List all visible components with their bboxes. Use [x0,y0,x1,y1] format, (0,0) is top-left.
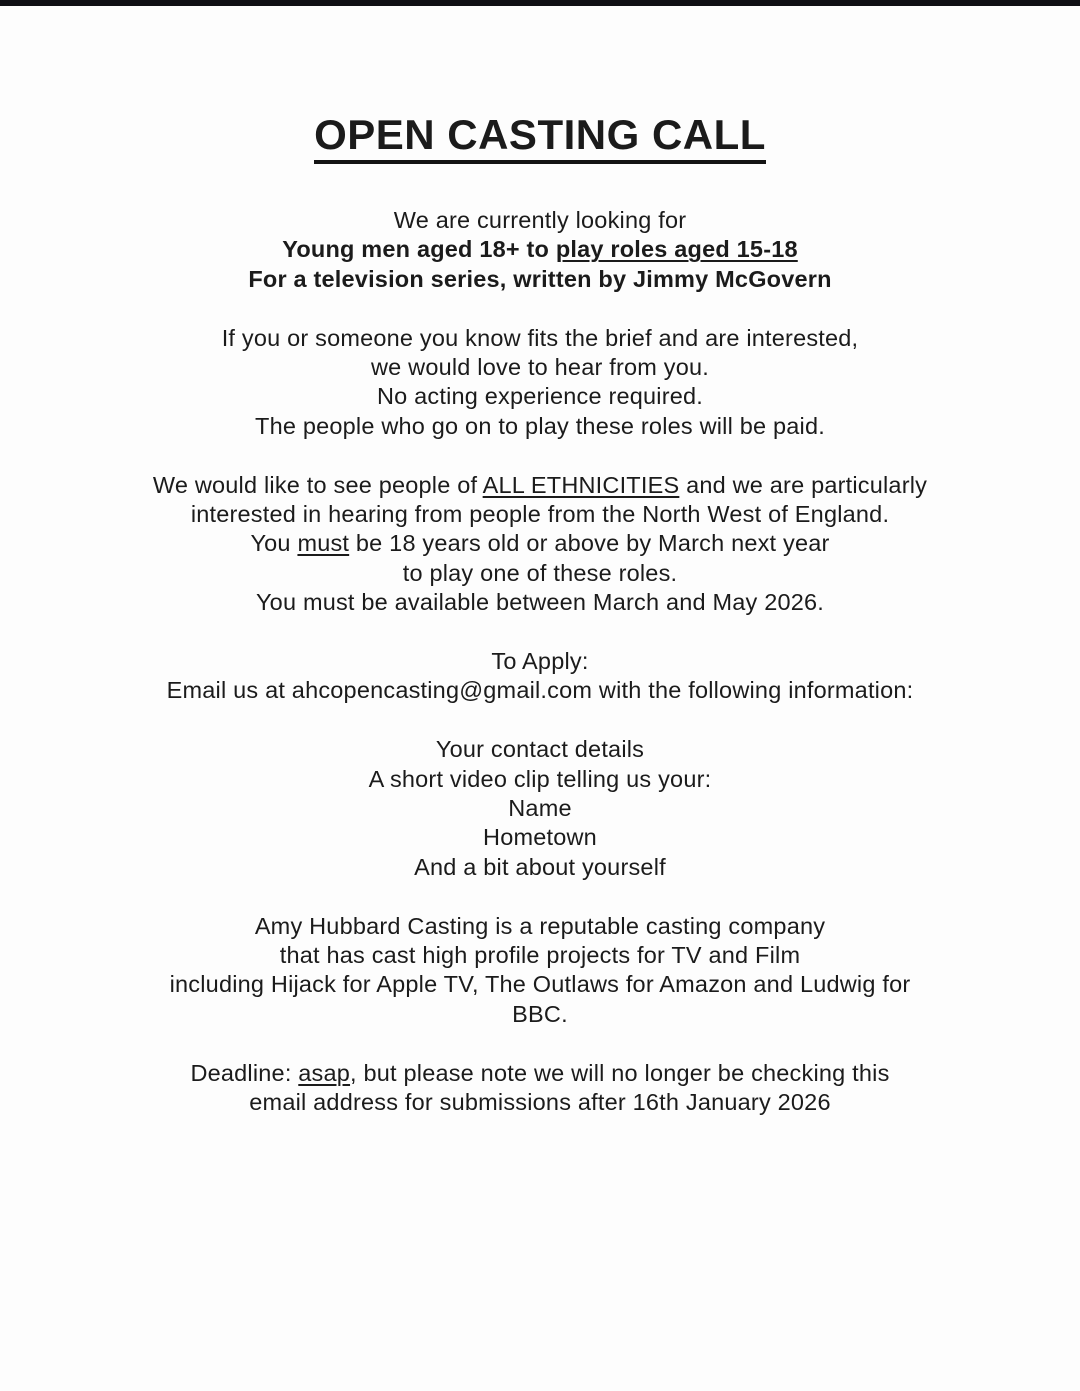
intro-line-1: We are currently looking for [393,207,687,233]
requirement-video-clip: A short video clip telling us your: [368,765,712,792]
requirement-name: Name [508,795,572,822]
eligibility-ethnicities-underlined: ALL ETHNICITIES [482,471,680,498]
about-line-4: BBC. [512,1000,568,1027]
requirement-about-yourself: And a bit about yourself [414,853,666,880]
eligibility-must-underlined: must [297,530,350,557]
eligibility-line-5: You must be available between March and May 2026. [255,589,825,616]
intro-paragraph [0,206,1080,294]
eligibility-line-1-prefix: We would like to see people of [152,471,483,498]
apply-line-suffix: with the following information: [592,677,914,704]
requirements-list [0,735,1080,882]
flyer-content [0,112,1080,1118]
about-line-1: Amy Hubbard Casting is a reputable casting company [254,912,826,939]
interest-line-3: No acting experience required. [376,383,704,410]
intro-line-2-underlined: play roles aged 15-18 [555,236,798,263]
email-address: ahcopencasting@gmail.com [291,677,593,704]
eligibility-line-1-suffix: and we are particularly [679,471,928,498]
eligibility-line-3-suffix: be 18 years old or above by March next year [349,530,830,557]
top-letterbox-bar [0,0,1080,6]
deadline-asap-underlined: asap [298,1059,351,1086]
page-title [0,112,1080,158]
apply-paragraph [0,647,1080,706]
deadline-line-1 [0,1059,1080,1088]
eligibility-line-1 [0,471,1080,500]
deadline-line-1-suffix: , but please note we will no longer be checking this [350,1059,890,1086]
about-company-paragraph [0,912,1080,1030]
interest-paragraph [0,324,1080,442]
about-line-2: that has cast high profile projects for TV and Film [279,942,801,969]
apply-heading: To Apply: [491,648,589,675]
apply-line-prefix: Email us at [166,677,292,704]
intro-line-2 [0,235,1080,264]
interest-line-1: If you or someone you know fits the brief and are interested, [221,324,859,351]
requirement-hometown: Hometown [483,824,597,851]
eligibility-line-3-prefix: You [250,530,298,557]
eligibility-paragraph [0,471,1080,618]
about-line-3: including Hijack for Apple TV, The Outlaws for Amazon and Ludwig for [169,971,911,998]
interest-line-2: we would love to hear from you. [371,354,709,381]
eligibility-line-2: interested in hearing from people from the North West of England. [190,501,890,528]
eligibility-line-3 [0,529,1080,558]
requirement-contact-details: Your contact details [435,736,645,763]
apply-line [0,676,1080,705]
intro-line-2-prefix: Young men aged 18+ to [282,236,556,263]
eligibility-line-4: to play one of these roles. [402,559,678,586]
deadline-line-2: email address for submissions after 16th January 2026 [249,1089,831,1116]
page-title-text: OPEN CASTING CALL [314,111,766,164]
deadline-paragraph [0,1059,1080,1118]
interest-line-4: The people who go on to play these roles will be paid. [255,412,825,439]
deadline-label: Deadline: [190,1059,299,1086]
intro-line-3: For a television series, written by Jimmy McGovern [248,265,832,292]
